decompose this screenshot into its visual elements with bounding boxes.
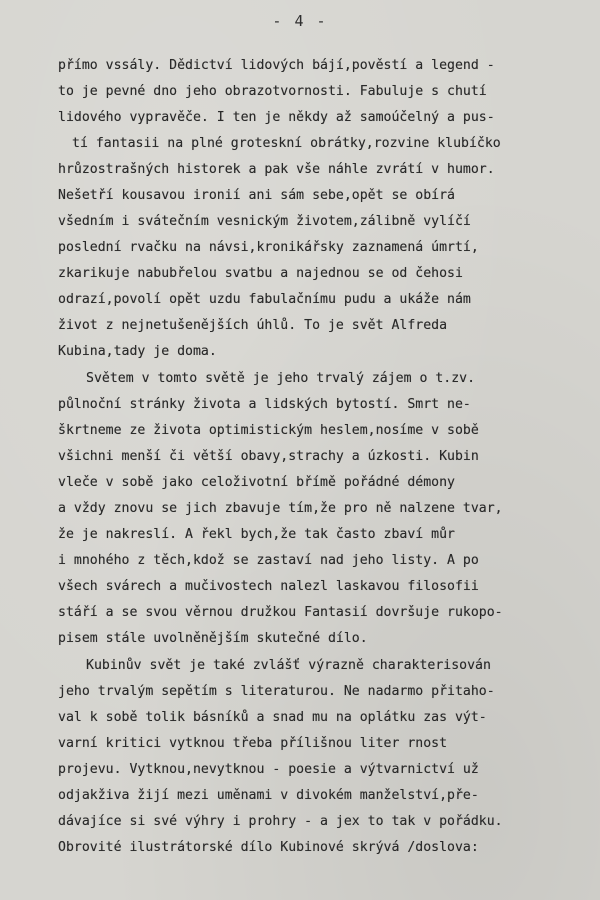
- text-line: varní kritici vytknou třeba přílišnou liter rnost: [58, 736, 448, 751]
- text-line: přímo vssály. Dědictví lidových bájí,pověstí a legend -: [58, 58, 495, 73]
- text-line: a vždy znovu se jich zbavuje tím,že pro ně nalzene tvar,: [58, 501, 503, 516]
- text-line: život z nejnetušenějších úhlů. To je svět Alfreda: [58, 318, 448, 333]
- text-line: pisem stále uvolněnějším skutečné dílo.: [58, 631, 368, 646]
- page-number: - 4 -: [272, 12, 328, 30]
- text-line: val k sobě tolik básníků a snad mu na oplátku zas výt-: [58, 710, 487, 725]
- text-line: tí fantasii na plné groteskní obrátky,rozvine klubíčko: [72, 136, 501, 151]
- text-line: odjakživa žijí mezi uměnami v divokém manželství,pře-: [58, 788, 479, 803]
- text-line: lidového vypravěče. I ten je někdy až samoúčelný a pus-: [58, 110, 495, 125]
- text-line: hrůzostrašných historek a pak vše náhle zvrátí v humor.: [58, 162, 495, 177]
- text-line: odrazí,povolí opět uzdu fabulačnímu pudu a ukáže nám: [58, 292, 471, 307]
- text-line: zkarikuje nabubřelou svatbu a najednou se od čehosi: [58, 266, 463, 281]
- text-line: všech svárech a mučivostech nalezl laskavou filosofii: [58, 579, 479, 594]
- text-line: půlnoční stránky života a lidských bytostí. Smrt ne-: [58, 397, 471, 412]
- text-line: jeho trvalým sepětím s literaturou. Ne nadarmo přitaho-: [58, 684, 495, 699]
- text-line: i mnohého z těch,kdož se zastaví nad jeho listy. A po: [58, 553, 479, 568]
- text-line: Obrovité ilustrátorské dílo Kubinové skrývá /doslova:: [58, 840, 479, 855]
- text-line: vleče v sobě jako celoživotní břímě pořádné démony: [58, 475, 455, 490]
- text-line: Nešetří kousavou ironií ani sám sebe,opět se obírá: [58, 188, 455, 203]
- text-line: všedním i svátečním vesnickým životem,zálibně vylíčí: [58, 214, 471, 229]
- text-line: projevu. Vytknou,nevytknou - poesie a výtvarnictví už: [58, 762, 479, 777]
- text-line: všichni menší či větší obavy,strachy a úzkosti. Kubin: [58, 449, 479, 464]
- text-line: škrtneme ze života optimistickým heslem,nosíme v sobě: [58, 423, 479, 438]
- text-line: Kubinův svět je také zvlášť výrazně charakterisován: [86, 658, 491, 673]
- text-line: to je pevné dno jeho obrazotvornosti. Fabuluje s chutí: [58, 84, 487, 99]
- text-line: Kubina,tady je doma.: [58, 344, 217, 359]
- text-line: stáří a se svou věrnou družkou Fantasií dovršuje rukopo-: [58, 605, 503, 620]
- text-line: že je nakreslí. A řekl bych,že tak často zbaví můr: [58, 527, 455, 542]
- text-line: dávajíce si své výhry i prohry - a jex to tak v pořádku.: [58, 814, 503, 829]
- text-line: poslední rvačku na návsi,kronikářsky zaznamená úmrtí,: [58, 240, 479, 255]
- text-line: Světem v tomto světě je jeho trvalý zájem o t.zv.: [86, 371, 476, 386]
